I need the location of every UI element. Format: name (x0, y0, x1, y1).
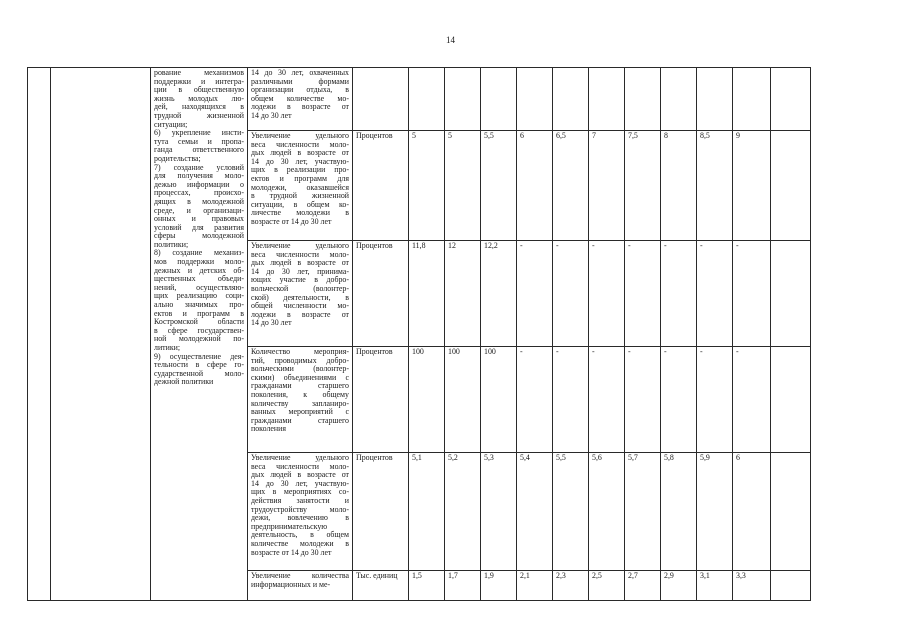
extra-cell (771, 347, 811, 453)
value-cell: 5 (409, 131, 445, 241)
text-line: скими) объединениями с (251, 372, 349, 382)
text-line: тельности в сфере го- (154, 360, 244, 370)
text-line: родительства; (154, 153, 201, 163)
text-line: 14 до 30 лет, участвую- (251, 156, 349, 166)
value-cell: 6 (517, 131, 553, 241)
value-cell: - (733, 241, 771, 347)
text-line: веса численности моло- (251, 249, 349, 259)
indicators-table (27, 67, 811, 601)
value-cell: 5,6 (589, 453, 625, 571)
value-cell: 6 (733, 453, 771, 571)
value-cell: - (517, 347, 553, 453)
text-line: дых людей в возрасте от (251, 470, 349, 480)
text-line: дежью информации о (154, 179, 244, 189)
value-cell: - (661, 347, 697, 453)
text-line: Увеличение удельного (251, 131, 349, 140)
value-cell: - (697, 241, 733, 347)
value-cell: - (589, 347, 625, 453)
text-line: процессах, происхо- (154, 188, 244, 198)
text-line: 8) создание механиз- (154, 248, 244, 258)
text-line: количестве молодежи в (251, 538, 349, 548)
text-line: 7) создание условий (154, 162, 244, 172)
text-line: 14 до 30 лет (251, 318, 292, 328)
text-line: 6) укрепление инсти- (154, 128, 244, 138)
value-cell: - (589, 241, 625, 347)
text-line: Костромской области (154, 317, 244, 327)
value-cell (409, 68, 445, 131)
text-line: вольческой (волонтер- (251, 283, 349, 293)
text-line: условий для развития (154, 222, 244, 232)
value-cell: - (733, 347, 771, 453)
text-line: общем количестве мо- (251, 93, 349, 103)
value-cell: 100 (409, 347, 445, 453)
value-cell: 8 (661, 131, 697, 241)
text-line: ганда ответственного (154, 145, 244, 155)
value-cell: 3,1 (697, 571, 733, 601)
text-line: гражданами старшего (251, 381, 349, 391)
text-line: Увеличение удельного (251, 241, 349, 250)
value-cell: 5,5 (553, 453, 589, 571)
indicator-cell (248, 241, 353, 347)
text-line: веса численности моло- (251, 461, 349, 471)
value-cell: 7 (589, 131, 625, 241)
value-cell: 5,2 (445, 453, 481, 571)
text-line: действия занятости и (251, 495, 349, 505)
value-cell: 5,1 (409, 453, 445, 571)
value-cell: - (517, 241, 553, 347)
text-line: политики; (154, 239, 189, 249)
text-line: щественных объеди- (154, 274, 244, 284)
value-cell: 7,5 (625, 131, 661, 241)
text-line: щих в реализации про- (251, 165, 349, 175)
text-line: деятельность, в общем (251, 530, 349, 540)
text-line: дых людей в возрасте от (251, 148, 349, 158)
extra-cell (771, 571, 811, 601)
value-cell: 1,5 (409, 571, 445, 601)
value-cell: 11,8 (409, 241, 445, 347)
value-cell (733, 68, 771, 131)
value-cell (553, 68, 589, 131)
text-line: сферы молодежной (154, 231, 244, 241)
unit-cell: Тыс. единиц (353, 571, 409, 601)
text-line: дей, находящихся в (154, 102, 244, 112)
text-line: литики; (154, 343, 181, 352)
text-line: личестве молодежи в (251, 208, 349, 218)
value-cell: 2,3 (553, 571, 589, 601)
text-line: ектов и программ для (251, 173, 349, 183)
value-cell: 6,5 (553, 131, 589, 241)
value-cell (697, 68, 733, 131)
value-cell: 3,3 (733, 571, 771, 601)
value-cell: - (661, 241, 697, 347)
text-line: ситуации, в общем ко- (251, 199, 349, 209)
text-line: нений, осуществляю- (154, 282, 244, 292)
extra-cell (771, 453, 811, 571)
value-cell: 1,9 (481, 571, 517, 601)
value-cell (625, 68, 661, 131)
text-line: лодежи в возрасте от (251, 102, 349, 112)
value-cell: 12 (445, 241, 481, 347)
text-line: ектов и программ в (154, 308, 244, 318)
text-line: ной молодежной по- (154, 334, 244, 344)
unit-cell: Процентов (353, 241, 409, 347)
text-line: дежи, вовлечению в (251, 513, 349, 523)
text-line: сударственной моло- (154, 368, 244, 378)
text-line: жизнь молодых лю- (154, 93, 244, 103)
value-cell (589, 68, 625, 131)
text-line: мов поддержки моло- (154, 257, 244, 267)
text-line: возрасте от 14 до 30 лет (251, 547, 332, 557)
value-cell: - (625, 347, 661, 453)
text-line: щих в мероприятиях со- (251, 487, 349, 497)
text-line: дежных и детских об- (154, 265, 244, 275)
text-line: Увеличение количества (251, 571, 349, 580)
text-line: трудной жизненной (154, 110, 244, 120)
text-line: 14 до 30 лет (251, 110, 292, 120)
text-line: ально значимых про- (154, 300, 244, 310)
value-cell: 2,9 (661, 571, 697, 601)
page-number: 14 (446, 35, 455, 45)
text-line: дых людей в возрасте от (251, 258, 349, 268)
text-line: молодежи, оказавшейся (251, 182, 349, 192)
text-line: Увеличение удельного (251, 453, 349, 462)
text-line: в сфере государствен- (154, 325, 244, 335)
value-cell: 12,2 (481, 241, 517, 347)
unit-cell (353, 68, 409, 131)
value-cell: 5,8 (661, 453, 697, 571)
value-cell: 5,4 (517, 453, 553, 571)
extra-cell (771, 131, 811, 241)
indicator-cell (248, 347, 353, 453)
value-cell: 100 (481, 347, 517, 453)
goal-cell (51, 68, 151, 601)
value-cell (481, 68, 517, 131)
text-line: гражданами старшего (251, 415, 349, 425)
text-line: информационных и ме- (251, 579, 331, 589)
extra-cell (771, 241, 811, 347)
text-line: общей численности мо- (251, 301, 349, 311)
row-number-cell (28, 68, 51, 601)
value-cell: 1,7 (445, 571, 481, 601)
text-line: 14 до 30 лет, охваченных (251, 68, 349, 77)
text-line: 14 до 30 лет, участвую- (251, 478, 349, 488)
value-cell: 2,5 (589, 571, 625, 601)
value-cell: 5,7 (625, 453, 661, 571)
value-cell: 2,7 (625, 571, 661, 601)
indicator-cell (248, 453, 353, 571)
text-line: щих реализацию соци- (154, 291, 244, 301)
text-line: лодежи в возрасте от (251, 309, 349, 319)
value-cell: - (553, 347, 589, 453)
text-line: Количество мероприя- (251, 347, 349, 356)
indicator-cell (248, 68, 353, 131)
value-cell: 9 (733, 131, 771, 241)
text-line: поддержки и интегра- (154, 76, 244, 86)
text-line: различными формами (251, 76, 349, 86)
unit-cell: Процентов (353, 131, 409, 241)
indicator-cell (248, 571, 353, 601)
text-line: в трудной жизненной (251, 191, 349, 201)
value-cell: 2,1 (517, 571, 553, 601)
value-cell (661, 68, 697, 131)
text-line: количеству запланиро- (251, 398, 349, 408)
text-line: трудоустройству моло- (251, 504, 349, 514)
text-line: возрасте от 14 до 30 лет (251, 216, 332, 226)
value-cell: 5 (445, 131, 481, 241)
text-line: ванных мероприятий с (251, 407, 349, 417)
value-cell: 5,3 (481, 453, 517, 571)
table-row (28, 68, 811, 131)
text-line: ситуации; (154, 119, 188, 129)
text-line: организации отдыха, в (251, 85, 349, 95)
text-line: тута семьи и пропа- (154, 136, 244, 146)
text-line: веса численности моло- (251, 139, 349, 149)
text-line: 14 до 30 лет, принима- (251, 266, 349, 276)
text-line: предпринимательскую (251, 521, 328, 531)
text-line: рование механизмов (154, 68, 244, 77)
value-cell: - (625, 241, 661, 347)
unit-cell: Процентов (353, 347, 409, 453)
text-line: ской) деятельности, в (251, 292, 349, 302)
text-line: тий, проводимых добро- (251, 355, 349, 365)
extra-cell (771, 68, 811, 131)
value-cell (517, 68, 553, 131)
text-line: поколения, к общему (251, 389, 349, 399)
value-cell: 5,9 (697, 453, 733, 571)
text-line: 9) осуществление дея- (154, 351, 244, 361)
tasks-cell (151, 68, 248, 601)
text-line: онных и правовых (154, 214, 244, 224)
value-cell: 100 (445, 347, 481, 453)
value-cell: 5,5 (481, 131, 517, 241)
text-line: дежной политики (154, 377, 214, 387)
text-line: дящих в молодежной (154, 196, 244, 206)
text-line: для получения моло- (154, 171, 244, 181)
value-cell (445, 68, 481, 131)
text-line: поколения (251, 424, 286, 434)
indicator-cell (248, 131, 353, 241)
text-line: среде, и организаци- (154, 205, 244, 215)
value-cell: - (553, 241, 589, 347)
text-line: ющих участие в добро- (251, 275, 349, 285)
value-cell: - (697, 347, 733, 453)
text-line: вольческими (волонтер- (251, 364, 349, 374)
value-cell: 8,5 (697, 131, 733, 241)
unit-cell: Процентов (353, 453, 409, 571)
text-line: ции в общественную (154, 85, 244, 95)
